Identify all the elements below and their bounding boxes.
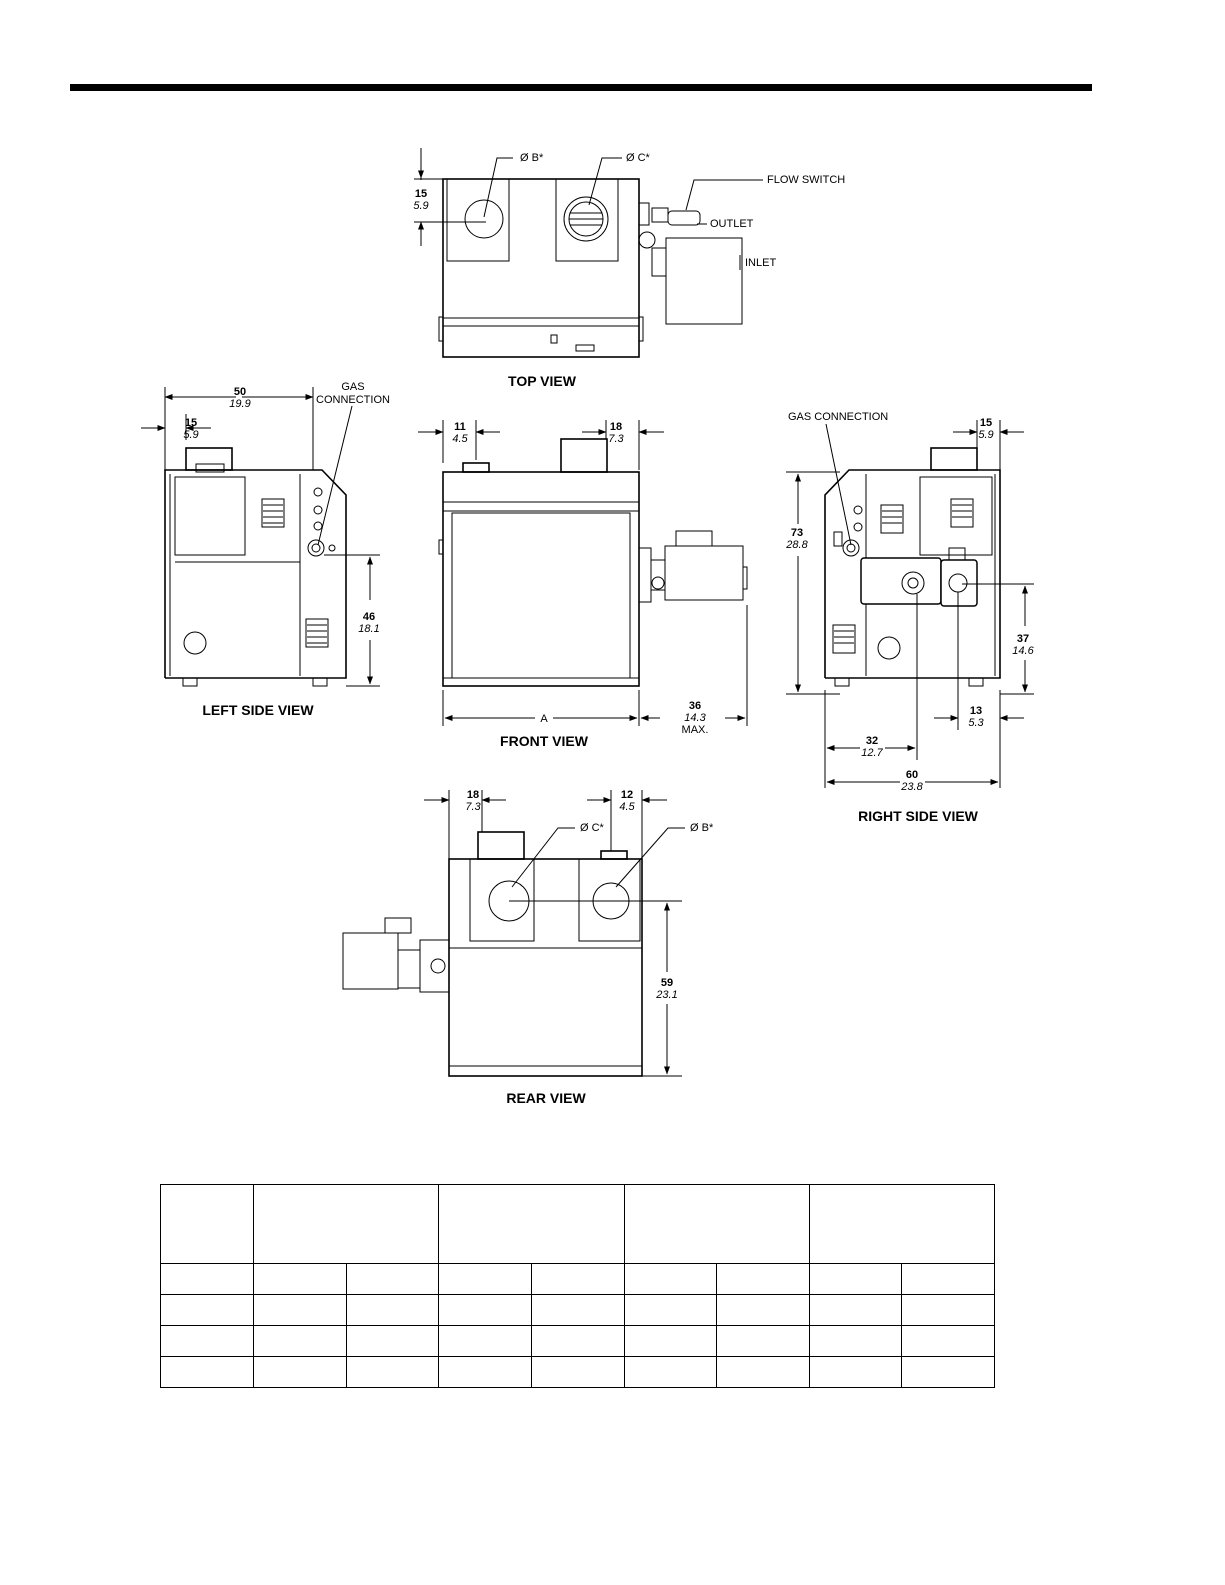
table-cell [809,1264,902,1295]
right-dim-60: 60 [905,769,919,781]
rear-dim-12: 12 [620,789,634,801]
table-cell [531,1326,624,1357]
table-cell [902,1357,995,1388]
table-cell [161,1295,254,1326]
table-cell [346,1326,439,1357]
left-gas-label-2: CONNECTION [316,394,390,406]
table-cell [161,1357,254,1388]
right-dim-73: 73 [790,527,804,539]
front-dim-11: 11 [454,421,466,433]
table-cell [624,1264,717,1295]
table-cell [624,1357,717,1388]
front-dim-max: MAX. [681,724,709,736]
table-cell [439,1326,532,1357]
rear-dim-59: 59 [660,977,674,989]
left-dim-50: 50 [233,386,247,398]
table-cell [254,1264,347,1295]
table-cell [254,1357,347,1388]
table-cell [717,1295,810,1326]
right-dim-28-8: 28.8 [786,539,808,551]
table-cell [717,1357,810,1388]
left-dim-18-1: 18.1 [358,623,380,635]
front-dim-18: 18 [609,421,623,433]
table-cell [902,1264,995,1295]
table-cell [346,1357,439,1388]
table-cell [624,1185,809,1264]
right-dim-14-6: 14.6 [1012,645,1034,657]
table-cell [254,1185,439,1264]
right-side-view [785,411,1034,824]
left-side-view-title: LEFT SIDE VIEW [202,702,314,718]
table-cell [161,1326,254,1357]
left-side-view [141,381,390,718]
table-cell [439,1357,532,1388]
table-row [161,1357,995,1388]
top-label-c: Ø C* [626,152,650,164]
right-dim-5-9: 5.9 [978,429,994,441]
table-cell [439,1264,532,1295]
right-dim-32: 32 [865,735,879,747]
flow-switch-label: FLOW SWITCH [767,174,846,186]
table-cell [717,1264,810,1295]
left-dim-15: 15 [184,417,198,429]
rear-dim-7-3: 7.3 [465,801,481,813]
top-view [413,148,845,389]
table-cell [254,1326,347,1357]
table-cell [346,1264,439,1295]
table-cell [346,1295,439,1326]
front-dim-14-3: 14.3 [684,712,706,724]
table-cell [624,1295,717,1326]
table-cell [531,1295,624,1326]
table-cell [717,1326,810,1357]
right-dim-37: 37 [1016,633,1030,645]
rear-dim-23-1: 23.1 [656,989,678,1001]
table-row [161,1264,995,1295]
table-cell [809,1326,902,1357]
table-cell [809,1295,902,1326]
table-cell [254,1295,347,1326]
rear-dim-18: 18 [466,789,480,801]
table-cell [809,1185,994,1264]
front-dim-7-3: 7.3 [608,433,624,445]
table-cell [531,1357,624,1388]
front-view [418,420,747,749]
table-header-row [161,1185,995,1264]
table-cell [439,1185,624,1264]
table-cell [531,1264,624,1295]
rear-dim-4-5: 4.5 [619,801,635,813]
right-dim-5-3: 5.3 [968,717,984,729]
right-side-view-title: RIGHT SIDE VIEW [858,808,978,824]
outlet-label: OUTLET [710,218,754,230]
table-cell [624,1326,717,1357]
dimension-table [160,1184,995,1388]
top-label-b: Ø B* [520,152,544,164]
front-dim-4-5: 4.5 [452,433,468,445]
right-dim-12-7: 12.7 [861,747,883,759]
table-cell [439,1295,532,1326]
right-gas-connection-label: GAS CONNECTION [788,411,889,423]
rear-label-b: Ø B* [690,822,714,834]
right-dim-13: 13 [969,705,983,717]
left-dim-46: 46 [362,611,376,623]
right-dim-23-8: 23.8 [901,781,923,793]
rear-view [343,789,714,1106]
top-dim-5-9: 5.9 [413,200,429,212]
table-cell [902,1326,995,1357]
left-dim-5-9: 5.9 [183,429,199,441]
right-dim-15: 15 [979,417,993,429]
front-dim-36: 36 [688,700,702,712]
table-row [161,1326,995,1357]
rear-label-c: Ø C* [580,822,604,834]
left-dim-19-9: 19.9 [229,398,251,410]
top-view-title: TOP VIEW [508,373,576,389]
rear-view-title: REAR VIEW [506,1090,586,1106]
inlet-label: INLET [745,257,777,269]
front-view-title: FRONT VIEW [500,733,588,749]
table-cell [161,1185,254,1264]
front-dim-a: A [540,713,548,725]
table-cell [161,1264,254,1295]
table-cell [809,1357,902,1388]
table-row [161,1295,995,1326]
top-dim-15: 15 [414,188,428,200]
left-gas-label-1: GAS [341,381,365,393]
table-cell [902,1295,995,1326]
